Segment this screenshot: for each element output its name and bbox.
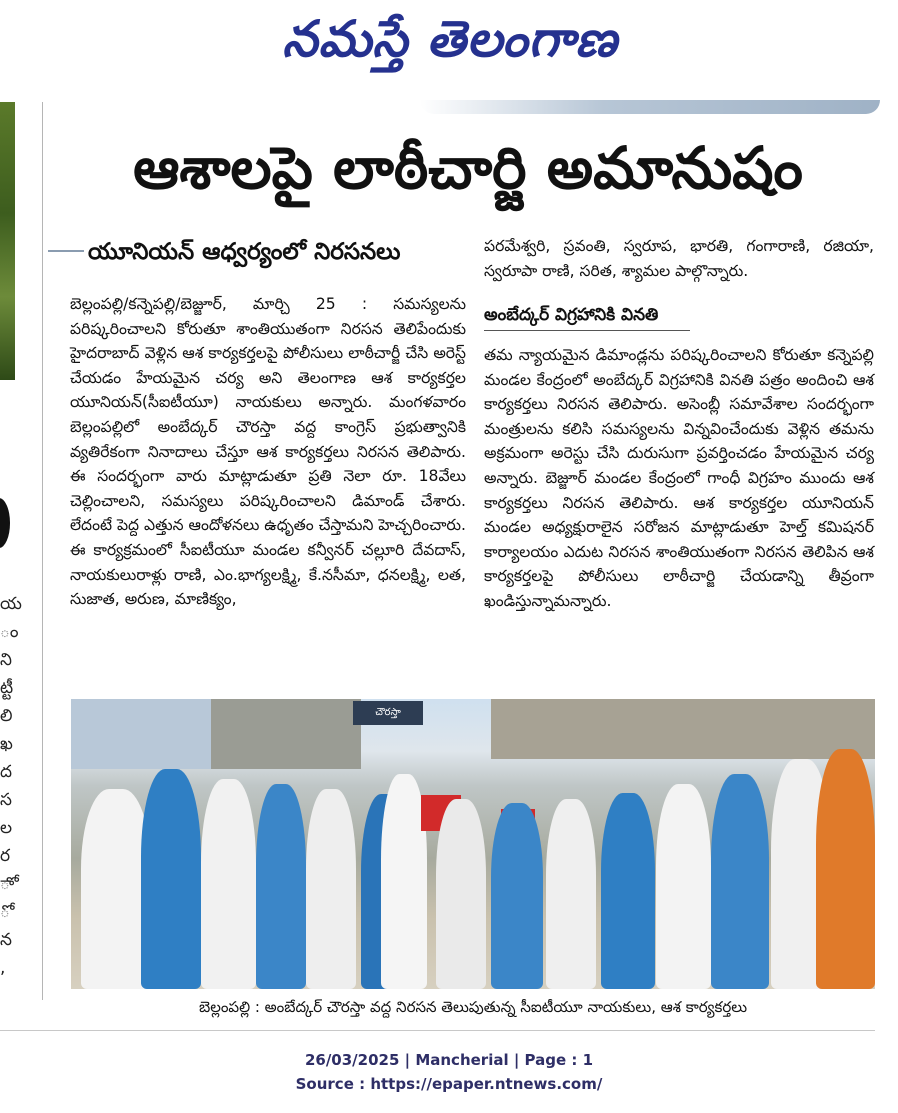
- photo-person: [546, 799, 596, 989]
- article-body-left: బెల్లంపల్లి/కన్నెపల్లి/బెజ్జూర్, మార్చి 25 : సమస్యలను పరిష్కరించాలని కోరుతూ శాంతియుతంగా నిరసన తెలిపేందుకు హైదరాబాద్ వెళ్లిన ఆశ కార్యకర్తలపై పోలీసులు లాఠీచార్జీ చేసి అరెస్ట్ చేయడం హేయమైన చర్య అని తెలంగాణ ఆశ కార్యకర్తల యూనియన్(సీఐటీయూ) నాయకులు అన్నారు. మంగళవారం బెల్లంపల్లిలో అంబేద్కర్ చౌరస్తా వద్ద కాంగ్రెస్ ప్రభుత్వానికి వ్యతిరేకంగా నినాదాలు చేస్తూ ఆశ కార్యకర్తలు నిరసన తెలిపారు. ఈ సందర్భంగా వారు మాట్లాడుతూ ప్రతి నెలా రూ. 18వేలు చెల్లించాలని, సమస్యలు పరిష్కరించాలని డిమాండ్ చేశారు. లేదంటే పెద్ద ఎత్తున ఆందోళనలు ఉధృతం చేస్తామని హెచ్చరించారు. ఈ కార్యక్రమంలో సీఐటీయూ మండల కన్వీనర్ చల్లూరి దేవదాస్, నాయకులురాళ్లు రాణి, ఎం.భాగ్యలక్ష్మి, కే.నసీమా, ధనలక్ష్మి, లత, సుజాత, అరుణ, మాణిక్యం,: [70, 295, 466, 609]
- footer-rule: [0, 1030, 875, 1031]
- adjacent-article-photo-fragment: [0, 102, 15, 380]
- subsection-title: అంబేద్కర్ విగ్రహానికి వినతి: [484, 300, 690, 331]
- photo-person: [656, 784, 711, 989]
- photo-sky: [71, 699, 211, 769]
- photo-person: [201, 779, 256, 989]
- footer-source: Source : https://epaper.ntnews.com/: [295, 1075, 603, 1093]
- photo-signboard: [353, 701, 423, 725]
- photo-person: [711, 774, 769, 989]
- photo-person: [601, 793, 655, 989]
- masthead: [0, 0, 898, 80]
- adjacent-article-bullet: [0, 498, 10, 548]
- article-body-right-top: పరమేశ్వరి, స్రవంతి, స్వరూప, భారతి, గంగారాణి, రజియా, స్వరూపా రాణి, సరిత, శ్యామల పాల్గొన్నారు.: [484, 237, 874, 280]
- photo-building: [211, 699, 361, 769]
- article-body-right: తమ న్యాయమైన డిమాండ్లను పరిష్కరించాలని కోరుతూ కన్నెపల్లి మండల కేంద్రంలో అంబేద్కర్ విగ్రహానికి వినతి పత్రం అందించి ఆశ కార్యకర్తలు నిరసన తెలిపారు. అసెంబ్లీ సమావేశాల సందర్భంగా మంత్రులను కలిసి సమస్యలను విన్నవించేందుకు వెళ్లిన తమను అక్రమంగా అరెస్టు చేసి దురుసుగా ప్రవర్తించడం హేయమైన చర్య అన్నారు. బెజ్జూర్ మండల కేంద్రంలో గాంధీ విగ్రహం ముందు ఆశ కార్యకర్తలు నిరసన తెలిపారు. ఆశ కార్యకర్తల యూనియన్ మండల అధ్యక్షురాలైన సరోజన మాట్లాడుతూ హెల్త్ కమిషనర్ కార్యాలయం ఎదుట నిరసన శాంతియుతంగా నిరసన తెలిపిన ఆశ కార్యకర్తలపై పోలీసులు లాఠీచార్జి చేయడాన్ని తీవ్రంగా ఖండిస్తున్నామన్నారు.: [484, 346, 874, 610]
- photo-person: [256, 784, 306, 989]
- article-subhead: యూనియన్ ఆధ్వర్యంలో నిరసనలు: [88, 239, 401, 265]
- footer-edition-info: 26/03/2025 | Mancherial | Page : 1: [304, 1051, 594, 1069]
- photo-shops: [491, 699, 875, 759]
- photo-caption: బెల్లంపల్లి : అంబేద్కర్ చౌరస్తా వద్ద నిరసన తెలుపుతున్న సీఐటీయూ నాయకులు, ఆశ కార్యకర్తలు: [198, 998, 748, 1016]
- subhead-rule: [48, 250, 84, 252]
- newspaper-title: నమస్తే తెలంగాణ: [282, 10, 618, 68]
- article-headline: ఆశాలపై లాఠీచార్జి అమానుషం: [133, 134, 803, 202]
- photo-person: [816, 749, 875, 989]
- photo-person: [306, 789, 356, 989]
- photo-person: [141, 769, 201, 989]
- adjacent-article-text-fragment: య ం ని ట్టీ లి ఖ ద స ల ర ాో ో న ,: [0, 594, 22, 978]
- photo-person: [491, 803, 543, 989]
- decorative-swoosh: [420, 100, 880, 114]
- photo-signboard-text: చౌరస్తా: [375, 707, 401, 718]
- photo-person: [436, 799, 486, 989]
- column-divider: [42, 102, 43, 1000]
- protest-photo: [71, 699, 875, 989]
